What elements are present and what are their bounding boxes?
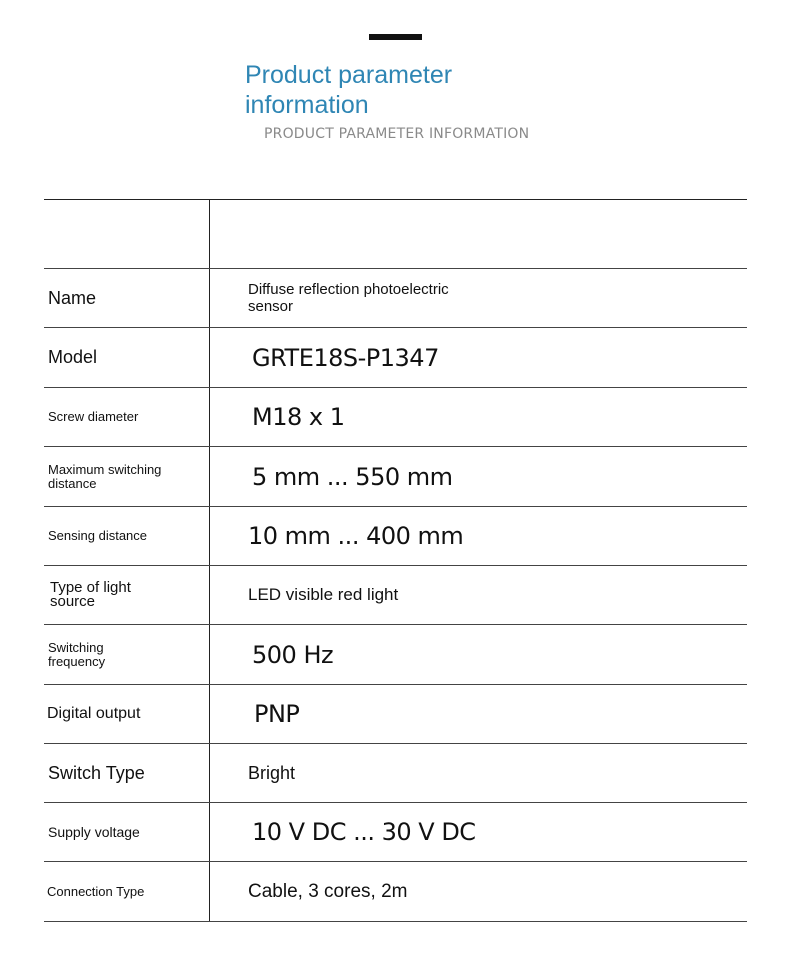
- table-row-digital-output: [44, 685, 747, 744]
- value-cell: M18 x 1: [252, 403, 345, 431]
- label-cell: Screw diameter: [44, 388, 210, 446]
- label-cell: [44, 200, 210, 268]
- value-cell: Diffuse reflection photoelectric sensor: [248, 281, 449, 315]
- label-cell: Connection Type: [44, 862, 210, 921]
- label-cell: Model: [44, 328, 210, 387]
- table-row-switch-type: [44, 744, 747, 803]
- parameter-table: [44, 199, 747, 922]
- value-cell: Bright: [248, 762, 296, 783]
- table-row-header-blank: [44, 200, 747, 269]
- table-row-connection-type: [44, 862, 747, 922]
- table-row-sensing-distance: [44, 507, 747, 566]
- value-cell: 10 mm ... 400 mm: [248, 522, 464, 550]
- value-cell: LED visible red light: [248, 585, 399, 604]
- top-decorative-bar: [369, 34, 422, 40]
- value-cell: Cable, 3 cores, 2m: [248, 880, 408, 902]
- table-row-switching-frequency: [44, 625, 747, 685]
- label-cell: Name: [44, 269, 210, 327]
- page-title: Product parameter information: [245, 61, 453, 119]
- label-cell: Maximum switching distance: [48, 461, 162, 491]
- table-row-name: [44, 269, 747, 328]
- value-cell: [210, 200, 747, 268]
- page-subtitle: PRODUCT PARAMETER INFORMATION: [264, 126, 530, 142]
- table-row-max-switching-distance: [44, 447, 747, 507]
- table-row-screw-diameter: [44, 388, 747, 447]
- table-row-model: [44, 328, 747, 388]
- value-cell: PNP: [254, 700, 300, 728]
- label-cell: Digital output: [44, 685, 210, 743]
- table-row-supply-voltage: [44, 803, 747, 862]
- value-cell: GRTE18S-P1347: [252, 343, 439, 372]
- label-cell: Switching frequency: [48, 639, 106, 669]
- label-cell: Switch Type: [44, 744, 210, 802]
- value-cell: 10 V DC ... 30 V DC: [252, 818, 476, 846]
- value-cell: 500 Hz: [252, 640, 334, 669]
- label-cell: Type of light source: [50, 579, 131, 610]
- label-cell: Supply voltage: [44, 803, 210, 861]
- table-row-light-source: [44, 566, 747, 625]
- label-cell: Sensing distance: [44, 507, 210, 565]
- value-cell: 5 mm ... 550 mm: [252, 462, 453, 491]
